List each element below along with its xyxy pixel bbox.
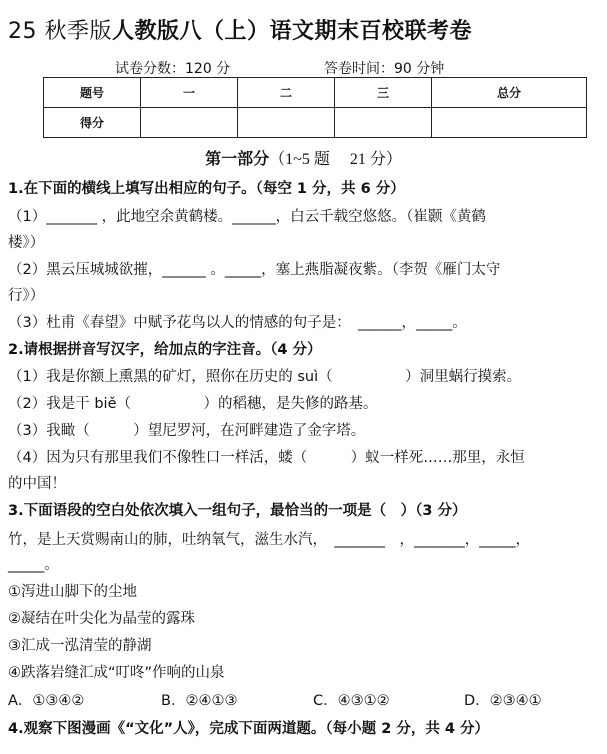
header-cell: 题号: [44, 78, 141, 108]
title-prefix: 25 秋季版: [8, 19, 112, 44]
q1-line: （3）杜甫《春望》中赋予花鸟以人的情感的句子是： ______，_____。: [8, 315, 467, 331]
score-table-header-row: [44, 78, 587, 108]
score-cell[interactable]: [335, 108, 432, 138]
q3-option: ②凝结在叶尖化为晶莹的露珠: [8, 611, 195, 627]
score-table: [43, 77, 587, 138]
q3-choice-c[interactable]: C．④③①②: [313, 693, 390, 709]
q1-line: 行》）: [8, 288, 45, 304]
header-cell: 总分: [432, 78, 587, 108]
q2-line: （1）我是你额上熏黑的矿灯，照你在历史的 suì（ ）洞里蜗行摸索。: [8, 369, 522, 385]
q3-passage: _____。: [8, 557, 59, 573]
part-range: （1~5 题 21 分）: [269, 151, 402, 168]
q3-choice-b[interactable]: B．②④①③: [161, 693, 238, 709]
q1-line: （2）黑云压城城欲摧，______ 。_____，塞上燕脂凝夜紫。（李贺《雁门太守: [8, 262, 501, 278]
q2-line: （3）我瞰（ ）望尼罗河，在河畔建造了金字塔。: [8, 423, 366, 439]
header-cell: 一: [141, 78, 238, 108]
page-title: [8, 14, 603, 45]
header-cell: 三: [335, 78, 432, 108]
q2-line: 的中国！: [8, 476, 66, 492]
row-label: 得分: [44, 108, 141, 138]
q2-line: （4）因为只有那里我们不像牲口一样活，蝼（ ）蚁一样死……那里，永恒: [8, 450, 525, 466]
part-heading: [0, 146, 607, 169]
score-cell[interactable]: [238, 108, 335, 138]
title-main: 人教版八（上）语文期末百校联考卷: [112, 19, 473, 44]
q3-option: ④跌落岩缝汇成“叮咚”作响的山泉: [8, 665, 225, 681]
q3-option: ①泻进山脚下的尘地: [8, 584, 137, 600]
part-title: 第一部分: [205, 149, 270, 168]
score-cell[interactable]: [141, 108, 238, 138]
q1-line: （1）_______ ，此地空余黄鹤楼。______，白云千载空悠悠。（崔颢《黄鹤: [8, 209, 486, 225]
q2-line: （2）我是干 biě（ ）的稻穗，是失修的路基。: [8, 396, 378, 412]
q1-line: 楼》）: [8, 235, 45, 251]
q4-title: 4.观察下图漫画《“文化”人》，完成下面两道题。（每小题 2 分，共 4 分）: [8, 721, 490, 737]
q2-title: 2.请根据拼音写汉字，给加点的字注音。（4 分）: [8, 342, 322, 358]
score-cell[interactable]: [432, 108, 587, 138]
q3-choice-d[interactable]: D．②③④①: [464, 693, 542, 709]
q3-option: ③汇成一泓清莹的静湖: [8, 638, 152, 654]
q3-title: 3.下面语段的空白处依次填入一组句子，最恰当的一项是（ ）（3 分）: [8, 503, 467, 519]
q1-title: 1.在下面的横线上填写出相应的句子。（每空 1 分，共 6 分）: [8, 181, 405, 197]
q3-choice-a[interactable]: A．①③④②: [8, 693, 85, 709]
header-cell: 二: [238, 78, 335, 108]
score-table-score-row: [44, 108, 587, 138]
exam-score: 试卷分数：120 分: [115, 61, 231, 77]
q3-passage: 竹，是上天赏赐南山的肺，吐纳氧气，滋生水汽， _______ ，_______，_____，: [8, 532, 530, 548]
exam-time: 答卷时间：90 分钟: [324, 61, 445, 77]
